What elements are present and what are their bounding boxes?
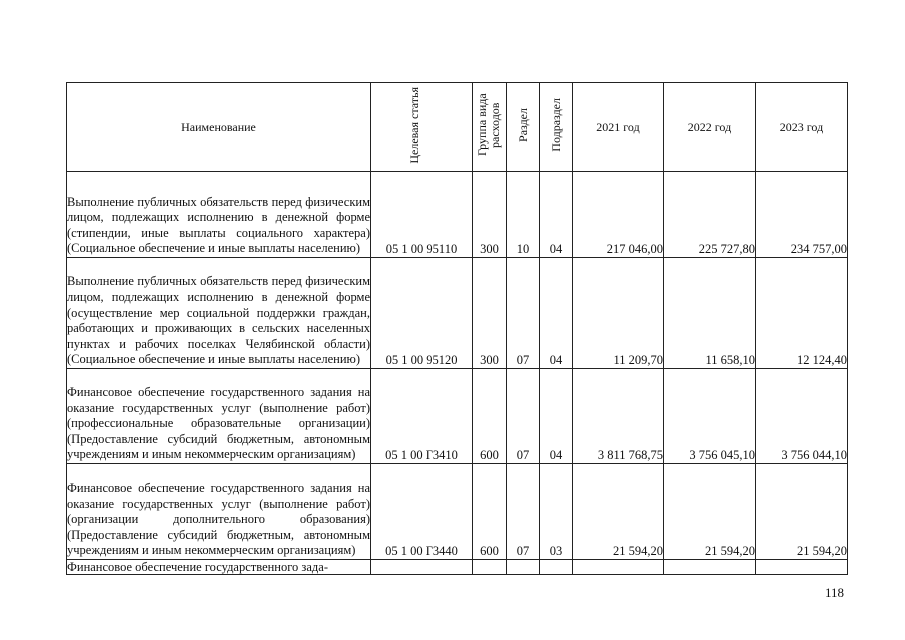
header-2022: 2022 год: [664, 83, 756, 172]
header-section: Раздел: [507, 83, 540, 172]
table-row: [67, 464, 848, 560]
header-name: Наименование: [67, 83, 371, 172]
row-2021: 3 811 768,75: [573, 369, 664, 464]
row-name: Выполнение публичных обязательств перед физическим лицом, подлежащих исполнению в денежной форме (стипендии, иные выплаты социального характера) (Социальное обеспечение и иные выплаты населению): [67, 172, 371, 258]
row-subsection: 04: [540, 369, 573, 464]
row-2023: 3 756 044,10: [756, 369, 848, 464]
row-name: Выполнение публичных обязательств перед физическим лицом, подлежащих исполнению в денежной форме (осуществление мер социальной поддержки граждан, работающих и проживающих в сельских населенных пунктах и рабочих поселках Челябинской области) (Социальное обеспечение и иные выплаты населению): [67, 258, 371, 369]
row-group: 300: [473, 258, 507, 369]
row-group: 600: [473, 464, 507, 560]
header-2021: 2021 год: [573, 83, 664, 172]
row-article: 05 1 00 Г3410: [371, 369, 473, 464]
row-2022: 3 756 045,10: [664, 369, 756, 464]
row-name: Финансовое обеспечение государственного задания на оказание государственных услуг (выполнение работ) (профессиональные образовательные организации) (Предоставление субсидий бюджетным, автономным учреждениям и иным некоммерческим организациям): [67, 369, 371, 464]
row-2021: [573, 560, 664, 575]
row-name: Финансовое обеспечение государственного задания на оказание государственных услуг (выполнение работ) (организации дополнительного образования) (Предоставление субсидий бюджетным, автономным учреждениям и иным некоммерческим организациям): [67, 464, 371, 560]
row-2023: [756, 560, 848, 575]
row-subsection: [540, 560, 573, 575]
row-2022: 21 594,20: [664, 464, 756, 560]
table-header-row: [67, 83, 848, 172]
row-section: 07: [507, 258, 540, 369]
table-row: [67, 172, 848, 258]
header-target-article: Целевая статья: [371, 83, 473, 172]
row-section: 07: [507, 369, 540, 464]
header-expense-group: Группа вида расходов: [473, 83, 507, 172]
row-article: 05 1 00 95110: [371, 172, 473, 258]
header-subsection: Подраздел: [540, 83, 573, 172]
row-group: 300: [473, 172, 507, 258]
table-row: [67, 560, 848, 575]
row-2023: 234 757,00: [756, 172, 848, 258]
row-group: 600: [473, 369, 507, 464]
row-2023: 12 124,40: [756, 258, 848, 369]
row-2021: 21 594,20: [573, 464, 664, 560]
row-section: 10: [507, 172, 540, 258]
table-row: [67, 258, 848, 369]
table-row: [67, 369, 848, 464]
row-2022: 11 658,10: [664, 258, 756, 369]
row-subsection: 04: [540, 258, 573, 369]
row-section: 07: [507, 464, 540, 560]
row-article: 05 1 00 Г3440: [371, 464, 473, 560]
row-group: [473, 560, 507, 575]
page-number: 118: [825, 585, 845, 600]
row-subsection: 03: [540, 464, 573, 560]
row-article: [371, 560, 473, 575]
budget-table: [66, 82, 848, 575]
row-2023: 21 594,20: [756, 464, 848, 560]
row-subsection: 04: [540, 172, 573, 258]
row-article: 05 1 00 95120: [371, 258, 473, 369]
row-2022: [664, 560, 756, 575]
row-2021: 11 209,70: [573, 258, 664, 369]
row-2022: 225 727,80: [664, 172, 756, 258]
row-2021: 217 046,00: [573, 172, 664, 258]
row-name: Финансовое обеспечение государственного зада-: [67, 560, 371, 575]
header-2023: 2023 год: [756, 83, 848, 172]
row-section: [507, 560, 540, 575]
